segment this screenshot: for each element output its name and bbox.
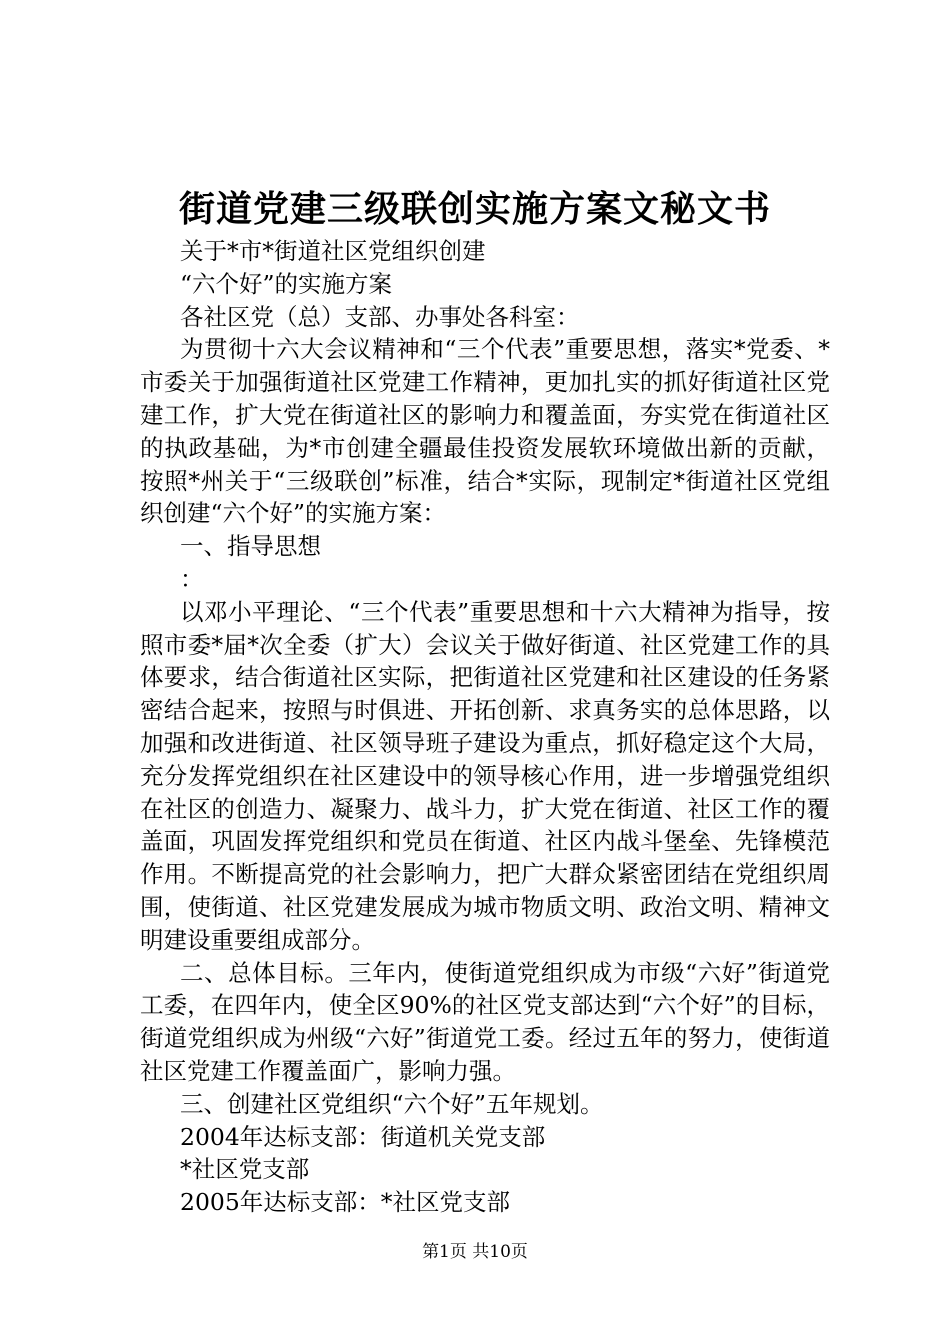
overall-goal-paragraph: 二、总体目标。三年内，使街道党组织成为市级“六好”街道党工委，在四年内，使全区90%的社区党支部达到“六个好”的目标，街道党组织成为州级“六好”街道党工委。经过五年的努力，使街道社区党建工作覆盖面广，影响力强。 (140, 958, 830, 1085)
plan-line-2005: 2005年达标支部：*社区党支部 (180, 1188, 511, 1217)
intro-paragraph: 为贯彻十六大会议精神和“三个代表”重要思想，落实*党委、*市委关于加强街道社区党建工作精神，更加扎实的抓好街道社区党建工作，扩大党在街道社区的影响力和覆盖面，夯实党在街道社区的执政基础，为*市创建全疆最佳投资发展软环境做出新的贡献，按照*州关于“三级联创”标准，结合*实际，现制定*街道社区党组织创建“六个好”的实施方案： (140, 335, 830, 528)
page-footer: 第1页 共10页 (422, 1242, 528, 1262)
salutation: 各社区党（总）支部、办事处各科室： (180, 302, 580, 331)
section-heading-guiding-thought: 一、指导思想 (180, 532, 321, 561)
section-heading-five-year-plan: 三、创建社区党组织“六个好”五年规划。 (180, 1089, 604, 1118)
document-title: 街道党建三级联创实施方案文秘文书 (178, 188, 771, 230)
plan-line-community-branch: *社区党支部 (180, 1155, 310, 1184)
colon-line: ： (180, 564, 204, 593)
subtitle-line-1: 关于*市*街道社区党组织创建 (180, 237, 486, 265)
subtitle-line-2: “六个好”的实施方案 (180, 269, 393, 298)
plan-line-2004: 2004年达标支部：街道机关党支部 (180, 1122, 546, 1151)
guiding-thought-paragraph: 以邓小平理论、“三个代表”重要思想和十六大精神为指导，按照市委*届*次全委（扩大）会议关于做好街道、社区党建工作的具体要求，结合街道社区实际，把街道社区党建和社区建设的任务紧密结合起来，按照与时俱进、开拓创新、求真务实的总体思路，以加强和改进街道、社区领导班子建设为重点，抓好稳定这个大局，充分发挥党组织在社区建设中的领导核心作用，进一步增强党组织在社区的创造力、凝聚力、战斗力，扩大党在街道、社区工作的覆盖面，巩固发挥党组织和党员在街道、社区内战斗堡垒、先锋模范作用。不断提高党的社会影响力，把广大群众紧密团结在党组织周围，使街道、社区党建发展成为城市物质文明、政治文明、精神文明建设重要组成部分。 (140, 597, 830, 954)
document-body (140, 235, 830, 1219)
